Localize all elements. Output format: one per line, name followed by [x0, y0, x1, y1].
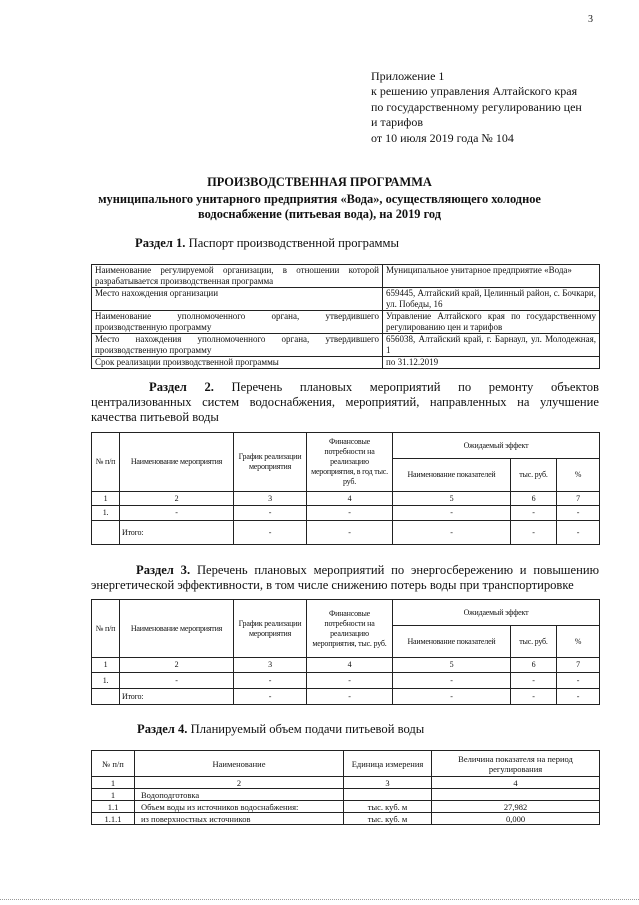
table-cell: -: [511, 506, 557, 521]
table-cell: Место нахождения организации: [92, 288, 383, 311]
water-supply-table: [91, 750, 600, 825]
header-cell: График реализации мероприятия: [234, 433, 307, 492]
table-cell: -: [511, 689, 557, 705]
table-cell: -: [393, 506, 511, 521]
table-row: [92, 777, 600, 789]
appendix-line: и тарифов: [371, 115, 424, 130]
table-cell: 5: [393, 658, 511, 673]
table-row: [92, 600, 600, 626]
table-cell: из поверхностных источников: [135, 813, 344, 825]
table-row: [92, 521, 600, 545]
table-cell: -: [307, 506, 393, 521]
table-row: [92, 492, 600, 506]
table-cell: 3: [344, 777, 432, 789]
table-row: [92, 311, 600, 334]
table-cell: 1.1: [92, 801, 135, 813]
section-title: Паспорт производственной программы: [185, 236, 399, 250]
table-row: [92, 433, 600, 459]
table-cell: -: [557, 521, 600, 545]
header-cell: Величина показателя на период регулирования: [432, 751, 600, 777]
header-cell: %: [557, 626, 600, 658]
table-cell: [92, 689, 120, 705]
appendix-line: по государственному регулированию цен: [371, 99, 582, 114]
section-label: Раздел 3.: [136, 563, 191, 577]
table-cell: 1.: [92, 506, 120, 521]
table-cell: -: [393, 673, 511, 689]
table-cell: 0,000: [432, 813, 600, 825]
table-cell: -: [307, 673, 393, 689]
table-cell: 656038, Алтайский край, г. Барнаул, ул. Молодежная, 1: [383, 334, 600, 357]
table-cell: 3: [234, 492, 307, 506]
table-row: [92, 673, 600, 689]
table-cell: 5: [393, 492, 511, 506]
header-cell: Наименование мероприятия: [120, 600, 234, 658]
table-row: [92, 751, 600, 777]
header-cell: № п/п: [92, 600, 120, 658]
section-4-heading: [137, 722, 424, 737]
table-cell: -: [234, 521, 307, 545]
energy-measures-table: [91, 599, 600, 705]
table-cell: Муниципальное унитарное предприятие «Вода»: [383, 265, 600, 288]
table-cell: -: [234, 673, 307, 689]
table-row: [92, 357, 600, 369]
section-2-heading: [91, 380, 599, 425]
doc-subtitle: муниципального унитарного предприятия «Вода», осуществляющего холодное: [98, 192, 541, 206]
table-row: [92, 789, 600, 801]
header-cell: Единица измерения: [344, 751, 432, 777]
table-row: [92, 801, 600, 813]
passport-table: [91, 264, 600, 369]
header-cell: Наименование показателей: [393, 626, 511, 658]
table-cell: [432, 789, 600, 801]
header-cell: Наименование: [135, 751, 344, 777]
table-cell: Управление Алтайского края по государственному регулированию цен и тарифов: [383, 311, 600, 334]
table-cell: по 31.12.2019: [383, 357, 600, 369]
table-row: [92, 334, 600, 357]
table-cell: -: [511, 673, 557, 689]
table-cell: [92, 521, 120, 545]
table-cell: -: [557, 673, 600, 689]
table-cell: 4: [432, 777, 600, 789]
header-cell: Финансовые потребности на реализацию мероприятия, в год тыс. руб.: [307, 433, 393, 492]
table-cell: Наименование регулируемой организации, в отношении которой разрабатывается производственная программа: [92, 265, 383, 288]
table-cell: 1: [92, 789, 135, 801]
table-cell: Итого:: [120, 521, 234, 545]
table-cell: 1.: [92, 673, 120, 689]
table-cell: 2: [135, 777, 344, 789]
table-cell: -: [120, 506, 234, 521]
table-row: [92, 506, 600, 521]
section-label: Раздел 1.: [135, 236, 186, 250]
table-cell: -: [120, 673, 234, 689]
page-bottom-divider: [0, 899, 639, 900]
header-cell: Ожидаемый эффект: [393, 433, 600, 459]
section-label: Раздел 2.: [149, 380, 214, 394]
repair-measures-table: [91, 432, 600, 545]
table-row: [92, 689, 600, 705]
header-cell: Финансовые потребности на реализацию мероприятия, тыс. руб.: [307, 600, 393, 658]
appendix-line: к решению управления Алтайского края: [371, 84, 578, 99]
table-cell: [344, 789, 432, 801]
table-cell: 2: [120, 492, 234, 506]
table-cell: Итого:: [120, 689, 234, 705]
header-cell: Ожидаемый эффект: [393, 600, 600, 626]
header-cell: № п/п: [92, 433, 120, 492]
table-cell: -: [393, 689, 511, 705]
table-row: [92, 813, 600, 825]
table-cell: Объем воды из источников водоснабжения:: [135, 801, 344, 813]
table-cell: 27,982: [432, 801, 600, 813]
table-cell: -: [307, 689, 393, 705]
table-cell: 1.1.1: [92, 813, 135, 825]
section-title: Планируемый объем подачи питьевой воды: [187, 722, 425, 736]
header-cell: тыс. руб.: [511, 459, 557, 492]
table-row: [92, 288, 600, 311]
table-cell: -: [234, 689, 307, 705]
table-cell: Наименование уполномоченного органа, утвердившего производственную программу: [92, 311, 383, 334]
section-title: Перечень плановых мероприятий по энергосбережению и повышению энергетической эффективности, в том числе снижению потерь воды при транспортировке: [91, 563, 599, 592]
table-cell: тыс. куб. м: [344, 813, 432, 825]
table-cell: -: [511, 521, 557, 545]
header-cell: Наименование показателей: [393, 459, 511, 492]
table-cell: 7: [557, 658, 600, 673]
table-cell: Срок реализации производственной программы: [92, 357, 383, 369]
header-cell: График реализации мероприятия: [234, 600, 307, 658]
table-cell: тыс. куб. м: [344, 801, 432, 813]
header-cell: тыс. руб.: [511, 626, 557, 658]
table-cell: 6: [511, 492, 557, 506]
header-cell: Наименование мероприятия: [120, 433, 234, 492]
table-cell: 4: [307, 492, 393, 506]
table-cell: 659445, Алтайский край, Целинный район, с. Бочкари, ул. Победы, 16: [383, 288, 600, 311]
appendix-line: Приложение 1: [371, 69, 445, 83]
appendix-line: от 10 июля 2019 года № 104: [371, 130, 514, 145]
table-cell: Место нахождения уполномоченного органа, утвердившего производственную программу: [92, 334, 383, 357]
table-cell: 2: [120, 658, 234, 673]
table-cell: 1: [92, 658, 120, 673]
table-cell: 1: [92, 492, 120, 506]
doc-title: ПРОИЗВОДСТВЕННАЯ ПРОГРАММА: [207, 175, 432, 189]
table-cell: 4: [307, 658, 393, 673]
section-3-heading: [91, 563, 599, 593]
doc-subtitle: водоснабжение (питьевая вода), на 2019 год: [197, 207, 442, 221]
table-cell: -: [557, 506, 600, 521]
appendix-block: [371, 69, 582, 146]
table-cell: 1: [92, 777, 135, 789]
table-row: [92, 658, 600, 673]
section-title: Перечень плановых мероприятий по ремонту объектов централизованных систем водоснабжения, мероприятий, направленных на улучшение качества питьевой воды: [91, 380, 599, 424]
header-cell: № п/п: [92, 751, 135, 777]
table-cell: -: [393, 521, 511, 545]
section-label: Раздел 4.: [137, 722, 188, 736]
table-cell: -: [234, 506, 307, 521]
table-cell: 6: [511, 658, 557, 673]
table-row: [92, 265, 600, 288]
header-cell: %: [557, 459, 600, 492]
table-cell: -: [307, 521, 393, 545]
table-cell: Водоподготовка: [135, 789, 344, 801]
table-cell: 3: [234, 658, 307, 673]
table-cell: 7: [557, 492, 600, 506]
page-number: 3: [588, 14, 593, 25]
table-cell: -: [557, 689, 600, 705]
section-1-heading: [135, 236, 399, 251]
